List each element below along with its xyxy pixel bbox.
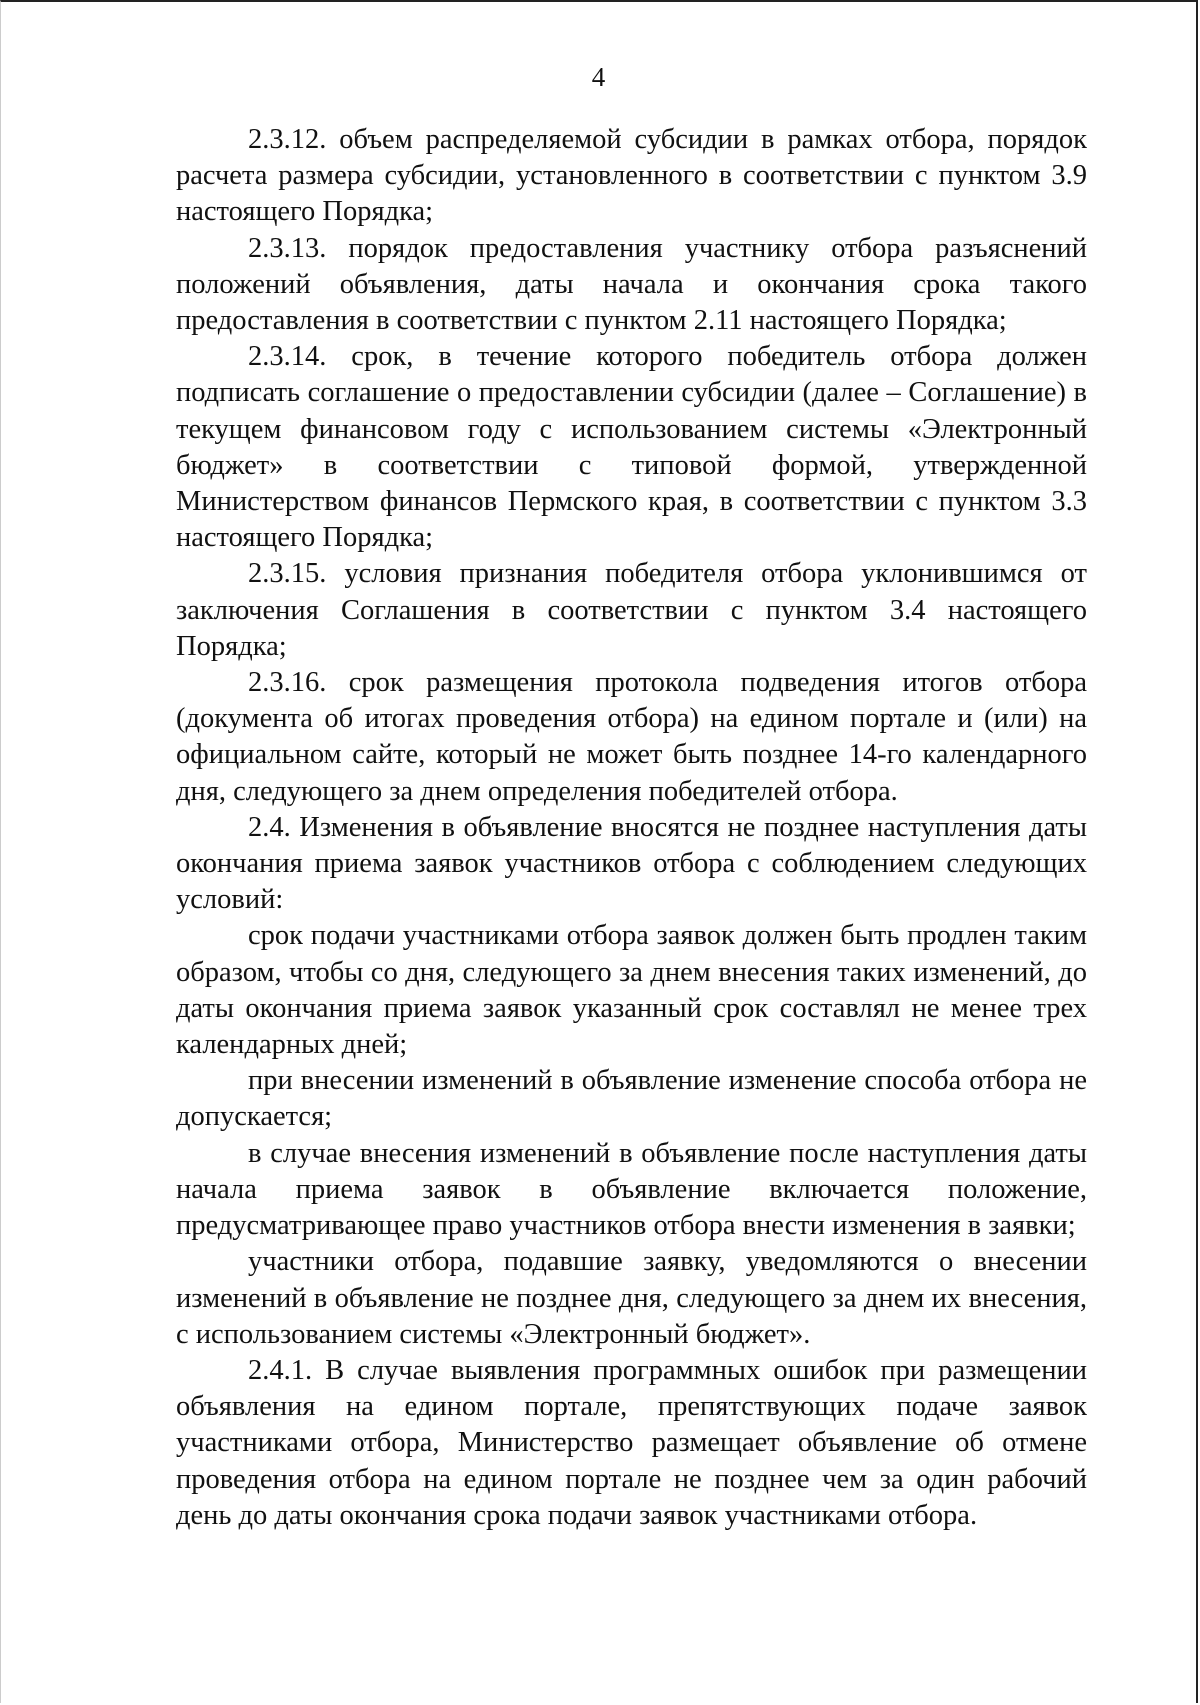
document-body [176, 122, 1087, 1534]
paragraph-condition-method: при внесении изменений в объявление изменение способа отбора не допускается; [176, 1065, 1087, 1133]
paragraph-2-3-12: 2.3.12. объем распределяемой субсидии в рамках отбора, порядок расчета размера субсидии, установленного в соответствии с пунктом 3.9 настоящего Порядка; [176, 124, 1087, 228]
page-number: 4 [591, 62, 606, 92]
paragraph-condition-amendments: в случае внесения изменений в объявление после наступления даты начала приема заявок в объявление включается положение, предусматривающее право участников отбора внести изменения в заявки; [176, 1137, 1087, 1242]
paragraph-2-3-14: 2.3.14. срок, в течение которого победитель отбора должен подписать соглашение о предоставлении субсидии (далее – Соглашение) в текущем финансовом году с использованием системы «Электронный бюджет» в соответствии с типовой формой, утвержденной Министерством финансов Пермского края, в соответствии с пунктом 3.3 настоящего Порядка; [176, 341, 1087, 554]
paragraph-condition-notification: участники отбора, подавшие заявку, уведомляются о внесении изменений в объявление не позднее дня, следующего за днем их внесения, с использованием системы «Электронный бюджет». [176, 1246, 1087, 1350]
paragraph-2-3-16: 2.3.16. срок размещения протокола подведения итогов отбора (документа об итогах проведения отбора) на едином портале и (или) на официальном сайте, который не может быть позднее 14-го календарного дня, следующего за днем определения победителей отбора. [176, 667, 1087, 807]
paragraph-2-3-15: 2.3.15. условия признания победителя отбора уклонившимся от заключения Соглашения в соответствии с пунктом 3.4 настоящего Порядка; [176, 558, 1087, 662]
paragraph-2-4: 2.4. Изменения в объявление вносятся не позднее наступления даты окончания приема заявок участников отбора с соблюдением следующих условий: [176, 811, 1087, 916]
paragraph-2-4-1: 2.4.1. В случае выявления программных ошибок при размещении объявления на едином портале, препятствующих подаче заявок участниками отбора, Министерство размещает объявление об отмене проведения отбора на едином портале не позднее чем за один рабочий день до даты окончания срока подачи заявок участниками отбора. [176, 1354, 1087, 1531]
paragraph-condition-deadline: срок подачи участниками отбора заявок должен быть продлен таким образом, чтобы со дня, следующего за днем внесения таких изменений, до даты окончания приема заявок указанный срок составлял не менее трех календарных дней; [176, 920, 1087, 1061]
paragraph-2-3-13: 2.3.13. порядок предоставления участнику отбора разъяснений положений объявления, даты начала и окончания срока такого предоставления в соответствии с пунктом 2.11 настоящего Порядка; [176, 232, 1087, 337]
